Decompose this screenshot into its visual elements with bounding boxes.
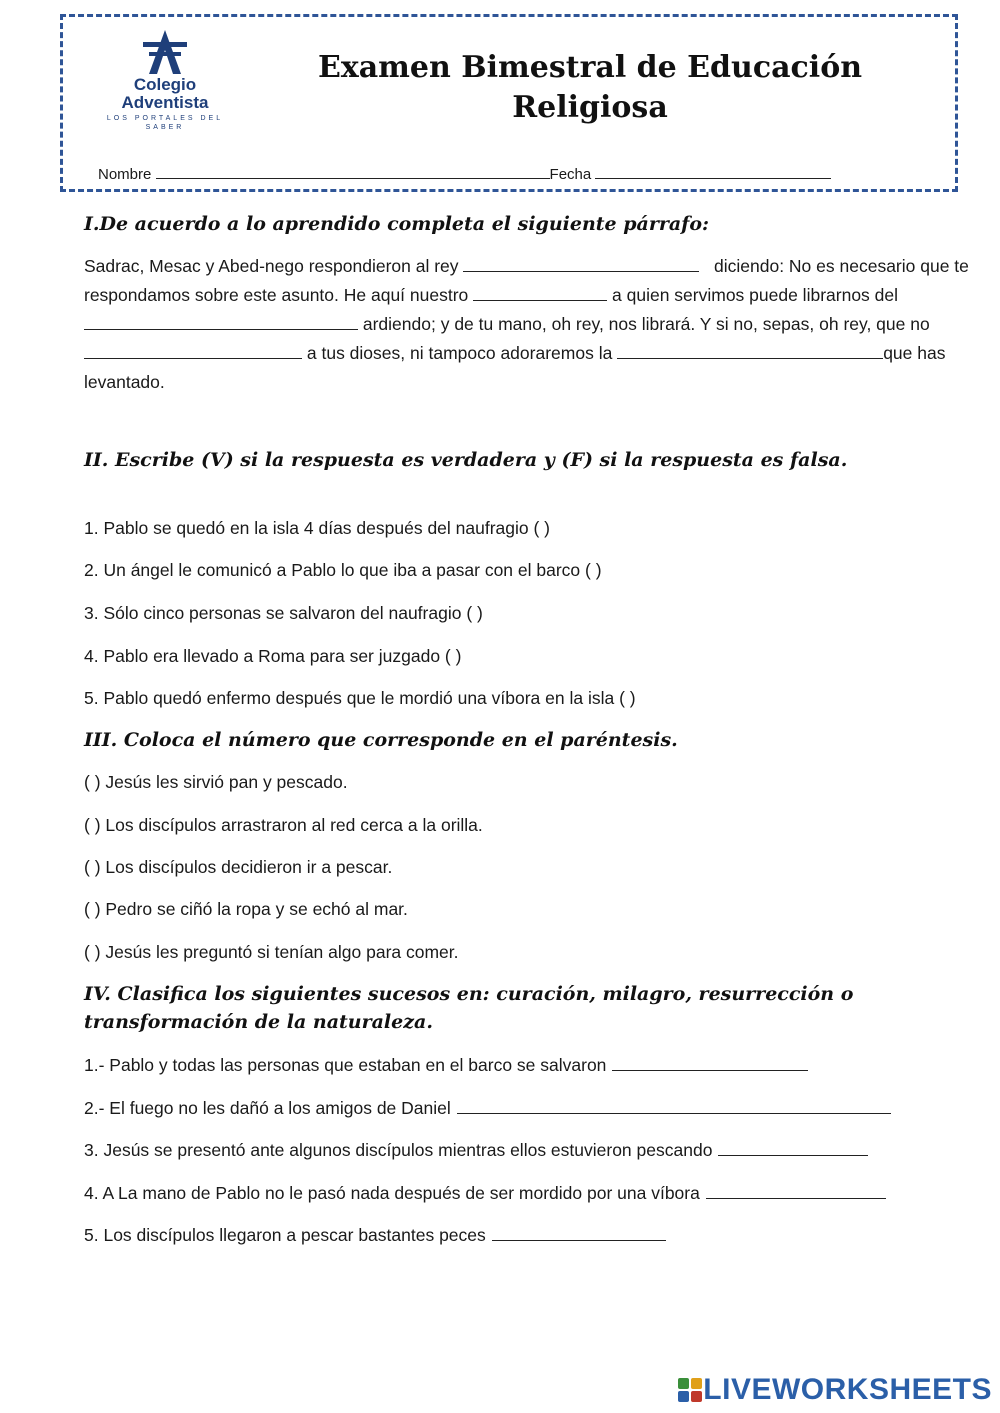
para-text-5: a tus dioses, ni tampoco adoraremos la xyxy=(306,343,613,363)
classify-blank[interactable] xyxy=(457,1097,891,1114)
tf-item: 5. Pablo quedó enfermo después que le mordió una víbora en la isla ( ) xyxy=(84,688,636,708)
classify-blank[interactable] xyxy=(706,1182,886,1199)
order-item: ( ) Pedro se ciñó la ropa y se echó al mar. xyxy=(84,899,408,919)
classify-text: 4. A La mano de Pablo no le pasó nada después de ser mordido por una víbora xyxy=(84,1183,700,1203)
para-text-3: a quien servimos puede librarnos del xyxy=(612,285,899,305)
para-text-2: diciendo: No es necesario que te respondamos sobre este asunto. He aquí nuestro xyxy=(84,256,969,305)
section-2-title: II. Escribe (V) si la respuesta es verdadera y (F) si la respuesta es falsa. xyxy=(84,449,848,471)
logo-line-2: Adventista xyxy=(121,93,209,112)
classify-blank[interactable] xyxy=(492,1224,666,1241)
para-text-1: Sadrac, Mesac y Abed-nego respondieron al rey xyxy=(84,256,459,276)
blank-5[interactable] xyxy=(617,342,883,359)
name-label: Nombre xyxy=(98,166,152,183)
classify-text: 1.- Pablo y todas las personas que estaban en el barco se salvaron xyxy=(84,1055,607,1075)
tf-item: 4. Pablo era llevado a Roma para ser juzgado ( ) xyxy=(84,646,462,666)
logo-tagline: LOS PORTALES DEL SABER xyxy=(106,115,224,131)
classify-item xyxy=(84,1181,886,1205)
tf-item: 3. Sólo cinco personas se salvaron del naufragio ( ) xyxy=(84,603,483,623)
liveworksheets-brand: LIVEWORKSHEETS xyxy=(703,1373,992,1406)
classify-item xyxy=(84,1096,891,1120)
date-label: Fecha xyxy=(549,166,592,183)
logo-line-1: Colegio xyxy=(133,75,197,94)
blank-4[interactable] xyxy=(84,342,302,359)
name-date-row xyxy=(98,164,831,183)
school-logo-icon xyxy=(135,28,195,76)
classify-item xyxy=(84,1053,808,1077)
section-3-title: III. Coloca el número que corresponde en el paréntesis. xyxy=(84,729,678,751)
para-text-6: que has levantado. xyxy=(84,343,946,392)
tf-item: 1. Pablo se quedó en la isla 4 días después del naufragio ( ) xyxy=(84,518,551,538)
classify-text: 3. Jesús se presentó ante algunos discípulos mientras ellos estuvieron pescando xyxy=(84,1140,713,1160)
order-item: ( ) Los discípulos arrastraron al red cerca a la orilla. xyxy=(84,815,483,835)
order-item: ( ) Jesús les preguntó si tenían algo para comer. xyxy=(84,942,459,962)
order-item: ( ) Los discípulos decidieron ir a pescar. xyxy=(84,857,393,877)
classify-blank[interactable] xyxy=(612,1054,808,1071)
blank-3[interactable] xyxy=(84,313,358,330)
school-logo xyxy=(104,28,226,138)
exam-title: Examen Bimestral de Educación Religiosa xyxy=(317,50,863,125)
tf-item: 2. Un ángel le comunicó a Pablo lo que iba a pasar con el barco ( ) xyxy=(84,560,602,580)
date-field[interactable] xyxy=(595,164,831,179)
section-4-title: IV. Clasifica los siguientes sucesos en: curación, milagro, resurrección o transformación de la naturaleza. xyxy=(84,983,854,1033)
name-field[interactable] xyxy=(156,164,550,179)
blank-1[interactable] xyxy=(463,255,699,272)
section-1-paragraph xyxy=(84,252,974,397)
liveworksheets-footer xyxy=(677,1373,992,1407)
section-1-title: I.De acuerdo a lo aprendido completa el siguiente párrafo: xyxy=(84,213,710,235)
para-text-4: ardiendo; y de tu mano, oh rey, nos librará. Y si no, sepas, oh rey, que no xyxy=(362,314,930,334)
classify-text: 5. Los discípulos llegaron a pescar bastantes peces xyxy=(84,1225,486,1245)
classify-item xyxy=(84,1138,868,1162)
classify-text: 2.- El fuego no les dañó a los amigos de Daniel xyxy=(84,1098,451,1118)
classify-blank[interactable] xyxy=(718,1139,868,1156)
classify-item xyxy=(84,1223,666,1247)
order-item: ( ) Jesús les sirvió pan y pescado. xyxy=(84,772,348,792)
liveworksheets-logo-icon xyxy=(677,1377,703,1403)
blank-2[interactable] xyxy=(473,284,607,301)
